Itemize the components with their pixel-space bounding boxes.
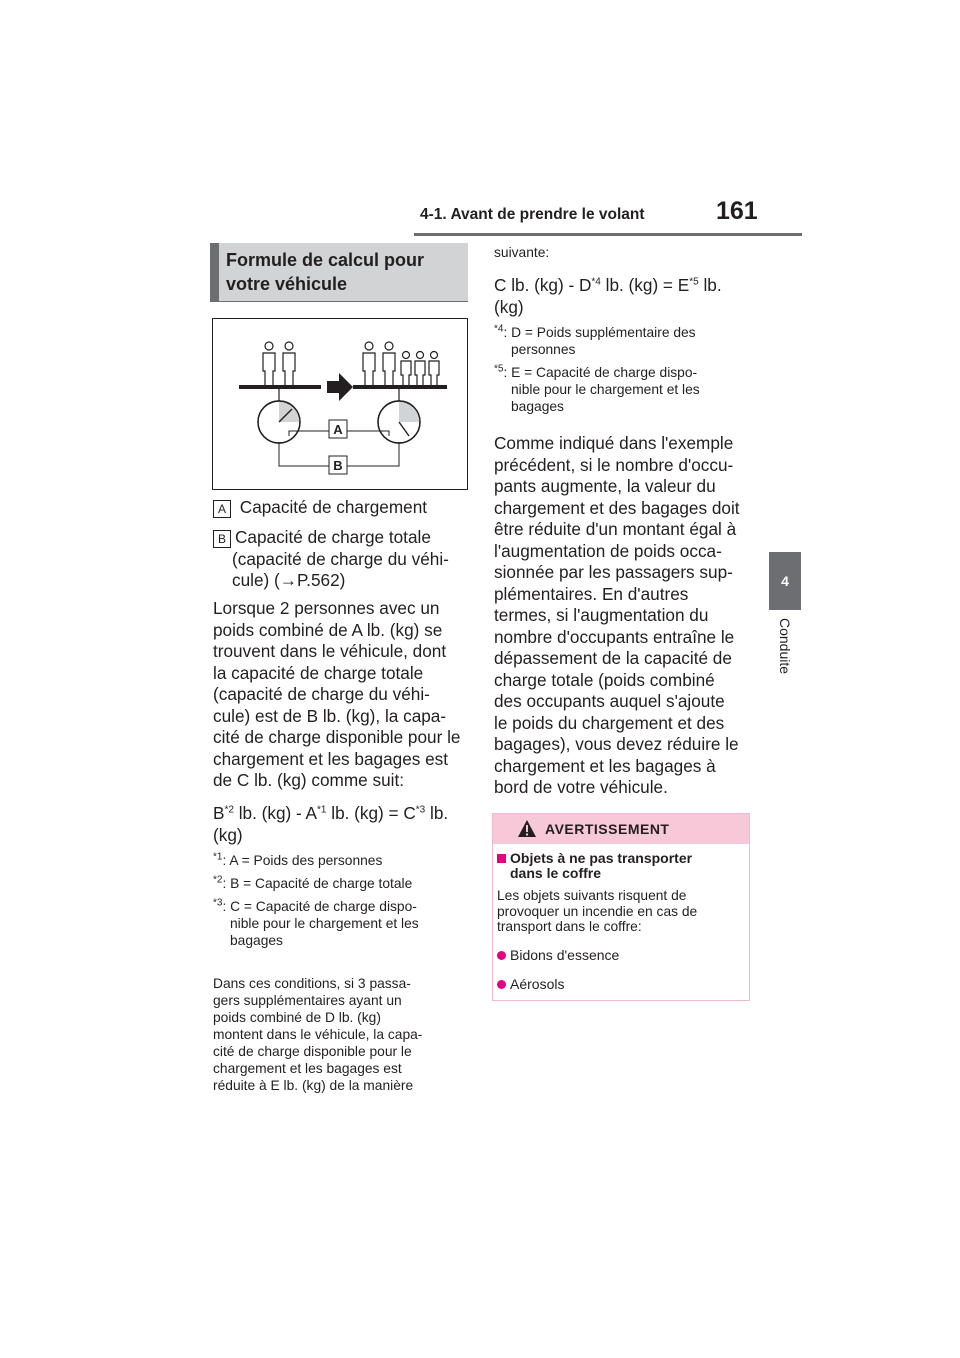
heading-rule [210,301,468,302]
continued-text: suivante: [494,245,550,260]
explanation-paragraph: Comme indiqué dans l'exemple précédent, si le nombre d'occu- pants augmente, la valeur du chargement et des bagages doit être réduite d'un montant égal à l'augmentation de poids occa- sionnée par les passagers sup- plémentaires. En d'autres termes, si l'augmentation du nombre d'occupants entraîne le dépassement de la capacité de charge totale (poids combiné des occupants auquel s'ajoute le poids du chargement et des bagages), vous devez réduire le chargement et les bagages à bord de votre véhicule. [494,433,740,797]
warning-item-1: Bidons d'essence [497,947,619,963]
legend-b: B Capacité de charge totale (capacité de charge du véhi- cule) (→P.562) [213,527,473,592]
section-heading [210,243,468,301]
warning-title: AVERTISSEMENT [545,821,670,837]
heading-bar [210,243,219,301]
footnotes-left: $^{*1}$: A = Poids des personnes $^{*2}$: B = Capacité de charge totale $^{*3}$: C = Capacité de charge dispo- nible pour le chargement et les bagages [213,851,419,948]
intro-paragraph: Lorsque 2 personnes avec un poids combiné de A lb. (kg) se trouvent dans le véhicule, dont la capacité de charge totale (capacité de charge du véhi- cule) est de B lb. (kg), la capa- cité de charge disponible pour le chargement et les bagages est de C lb. (kg) comme suit: [213,598,461,790]
dot-bullet-icon [497,951,506,960]
warning-box [492,813,750,1001]
gauge-right-icon [378,401,420,443]
legend-a: A Capacité de chargement [213,497,473,519]
square-bullet-icon [497,854,506,863]
warning-header [493,814,749,844]
warning-intro: Les objets suivants risquent de provoquer un incendie en cas de transport dans le coffre: [497,888,698,934]
warning-item-2: Aérosols [497,976,564,992]
badge-b: B [213,530,231,548]
figure-label-a: A [333,422,343,437]
warning-subhead: Objets à ne pas transporter dans le coffre [497,851,747,881]
chapter-tab-number: 4 [769,552,801,610]
dot-bullet-icon [497,980,506,989]
footnotes-right: $^{*4}$: D = Poids supplémentaire des personnes $^{*5}$: E = Capacité de charge dispo- nible pour le chargement et les bagages [494,323,700,414]
formula-2: C lb. $(kg) - D^{*4}$ lb. $(kg) = E^{*5}$ lb. (kg) [494,275,722,317]
load-diagram [213,319,467,489]
people-after-icon [363,342,439,386]
page-number: 161 [716,197,758,225]
warning-triangle-icon [517,819,537,838]
header-rule [414,233,802,236]
chapter-tab-label: Conduite [777,618,793,675]
section-title: 4-1. Avant de prendre le volant [420,206,645,223]
badge-a: A [213,500,231,518]
arrow-icon [327,373,353,401]
gauge-left-icon [258,401,300,443]
formula-1: $B^{*2}$ lb. $(kg) - A^{*1}$ lb. $(kg) = C^{*3}$ lb. (kg) [213,803,449,845]
heading-text: Formule de calcul pour votre véhicule [226,250,425,294]
load-capacity-figure [212,318,468,490]
people-before-icon [263,342,295,386]
figure-label-b: B [333,458,343,473]
small-paragraph: Dans ces conditions, si 3 passa- gers supplémentaires ayant un poids combiné de D lb. (kg) montent dans le véhicule, la capa- cité de charge disponible pour le chargement et les bagages est réduite à E lb. (kg) de la manière [213,976,423,1093]
